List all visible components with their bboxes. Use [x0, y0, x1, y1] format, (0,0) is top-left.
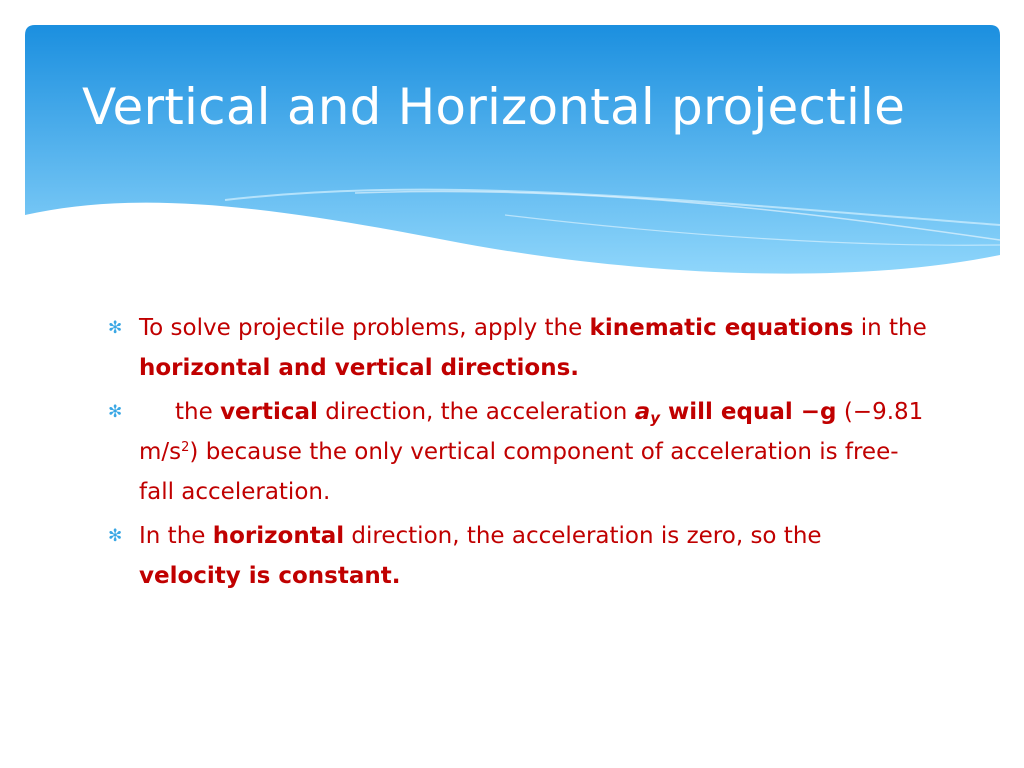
asterisk-icon: ✻	[108, 318, 123, 338]
title-banner	[25, 25, 1000, 287]
bullet-list	[108, 308, 928, 600]
banner-wave-graphic	[25, 25, 1000, 287]
list-item: ✻ the vertical direction, the acceleration $a_y$ will equal −g (−9.81 $m/s^2$) because the only vertical component of acceleration is free-fall acceleration.	[108, 392, 928, 512]
list-item: ✻ To solve projectile problems, apply the kinematic equations in the horizontal and vertical directions.	[108, 308, 928, 388]
asterisk-icon: ✻	[108, 526, 123, 546]
asterisk-icon: ✻	[108, 402, 123, 422]
list-item: ✻ In the horizontal direction, the acceleration is zero, so the velocity is constant.	[108, 516, 928, 596]
slide-title: Vertical and Horizontal projectile	[82, 78, 906, 136]
